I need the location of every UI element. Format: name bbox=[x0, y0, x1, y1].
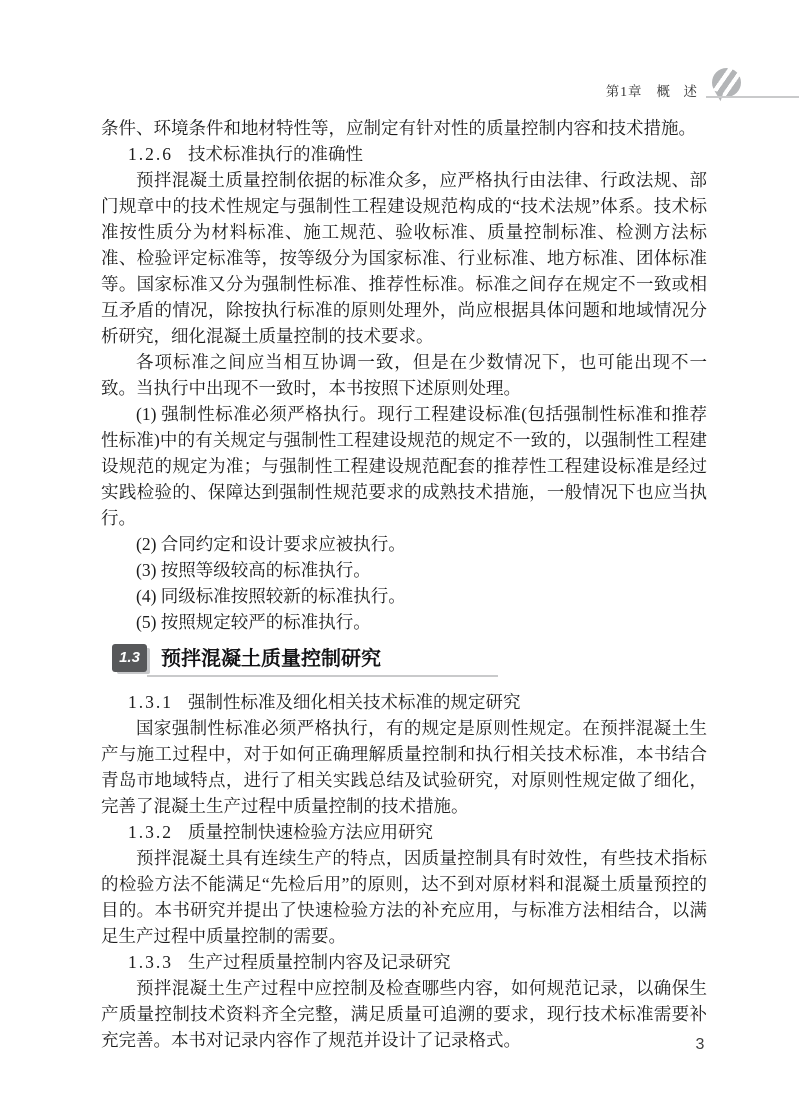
paragraph: (1) 强制性标准必须严格执行。现行工程建设标准(包括强制性标准和推荐性标准)中的有关规定与强制性工程建设规范的规定不一致的，以强制性工程建设规范的规定为准；与强制性工程建设规范配套的推荐性工程建设标准是经过实践检验的、保障达到强制性规范要求的成熟技术措施，一般情况下也应当执行。 bbox=[101, 404, 707, 528]
subsection-number: 1.3.3 bbox=[128, 952, 173, 972]
section-heading bbox=[112, 643, 498, 677]
subsection-title: 生产过程质量控制内容及记录研究 bbox=[188, 952, 451, 972]
page-number: 3 bbox=[695, 1036, 705, 1053]
paragraph: (5) 按照规定较严的标准执行。 bbox=[136, 612, 371, 632]
paragraph: (4) 同级标准按照较新的标准执行。 bbox=[136, 586, 406, 606]
subsection-title: 质量控制快速检验方法应用研究 bbox=[188, 822, 433, 842]
paragraph: 国家强制性标准必须严格执行，有的规定是原则性规定。在预拌混凝土生产与施工过程中，对于如何正确理解质量控制和执行相关技术标准，本书结合青岛市地域特点，进行了相关实践总结及试验研究，对原则性规定做了细化，完善了混凝土生产过程中质量控制的技术措施。 bbox=[101, 718, 707, 816]
section-title: 预拌混凝土质量控制研究 bbox=[147, 643, 498, 677]
header-rule bbox=[706, 96, 799, 98]
paragraph: 预拌混凝土具有连续生产的特点，因质量控制具有时效性，有些技术指标的检验方法不能满足“先检后用”的原则，达不到对原材料和混凝土质量预控的目的。本书研究并提出了快速检验方法的补充应用，与标准方法相结合，以满足生产过程中质量控制的需要。 bbox=[101, 848, 707, 946]
subsection-heading bbox=[101, 141, 707, 167]
paragraph: 各项标准之间应当相互协调一致，但是在少数情况下，也可能出现不一致。当执行中出现不一致时，本书按照下述原则处理。 bbox=[101, 352, 707, 398]
running-head-title: 概 述 bbox=[656, 84, 697, 99]
subsection-number: 1.2.6 bbox=[128, 144, 173, 164]
subsection-heading bbox=[101, 689, 707, 715]
paragraph: 预拌混凝土质量控制依据的标准众多，应严格执行由法律、行政法规、部门规章中的技术性规定与强制性工程建设规范构成的“技术法规”体系。技术标准按性质分为材料标准、施工规范、验收标准、质量控制标准、检测方法标准、检验评定标准等，按等级分为国家标准、行业标准、地方标准、团体标准等。国家标准又分为强制性标准、推荐性标准。标准之间存在规定不一致或相互矛盾的情况，除按执行标准的原则处理外，尚应根据具体问题和地域情况分析研究，细化混凝土质量控制的技术要求。 bbox=[101, 170, 707, 346]
running-head-chapter: 第1章 bbox=[605, 84, 643, 99]
paragraph: (2) 合同约定和设计要求应被执行。 bbox=[136, 534, 406, 554]
running-head bbox=[0, 80, 697, 102]
pen-icon bbox=[712, 68, 741, 97]
subsection-heading bbox=[101, 949, 707, 975]
subsection-number: 1.3.2 bbox=[128, 822, 173, 842]
section-number-badge: 1.3 bbox=[112, 644, 147, 672]
subsection-number: 1.3.1 bbox=[128, 692, 173, 712]
subsection-title: 技术标准执行的准确性 bbox=[188, 144, 363, 164]
paragraph: 预拌混凝土生产过程中应控制及检查哪些内容，如何规范记录，以确保生产质量控制技术资料齐全完整，满足质量可追溯的要求，现行技术标准需要补充完善。本书对记录内容作了规范并设计了记录格式。 bbox=[101, 978, 707, 1050]
paragraph: 条件、环境条件和地材特性等，应制定有针对性的质量控制内容和技术措施。 bbox=[101, 118, 696, 138]
subsection-heading bbox=[101, 819, 707, 845]
page-content bbox=[101, 115, 707, 1053]
subsection-title: 强制性标准及细化相关技术标准的规定研究 bbox=[188, 692, 521, 712]
paragraph: (3) 按照等级较高的标准执行。 bbox=[136, 560, 371, 580]
